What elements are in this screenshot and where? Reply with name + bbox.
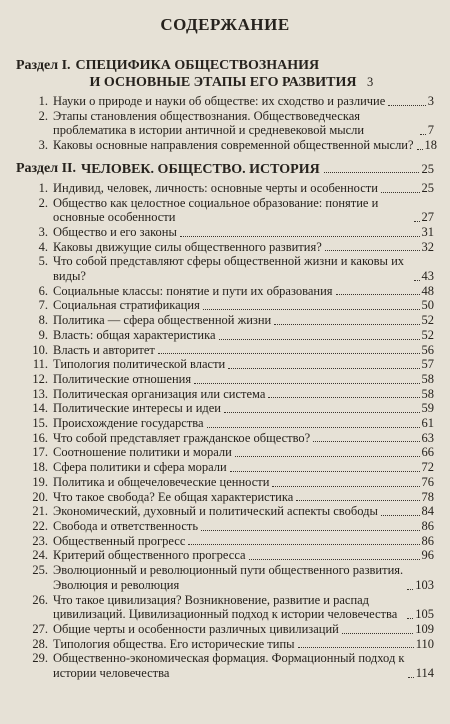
- entry-page: 31: [421, 224, 434, 239]
- section-page: 25: [421, 161, 434, 176]
- entry-body: [53, 284, 434, 299]
- entry-page: 18: [424, 138, 438, 153]
- toc-entry: [26, 548, 434, 563]
- entry-number: 20.: [32, 489, 48, 504]
- entry-page: 72: [421, 460, 434, 475]
- entry-body: [53, 651, 434, 680]
- entry-body: [53, 519, 434, 534]
- entry-number: 15.: [32, 416, 48, 431]
- entry-number: 3.: [38, 224, 48, 239]
- entry-page: 27: [421, 210, 434, 225]
- entry-body: [53, 563, 434, 592]
- dot-leader: [407, 618, 413, 619]
- dot-leader: [414, 280, 420, 281]
- entry-title: Власть: общая характеристика: [53, 327, 216, 342]
- toc-entry: [26, 328, 434, 343]
- section-heading-2: [16, 161, 434, 178]
- toc-entry: [26, 313, 434, 328]
- entry-number: 1.: [38, 94, 48, 108]
- dot-leader: [203, 309, 420, 310]
- dot-leader: [194, 383, 419, 384]
- entry-number: 21.: [32, 504, 48, 519]
- dot-leader: [207, 427, 420, 428]
- entry-title: Общество как целостное социальное образование: понятие и основные особенности: [53, 195, 379, 225]
- entry-title: Политика — сфера общественной жизни: [53, 313, 272, 328]
- entry-page: 78: [421, 489, 434, 504]
- page-title: СОДЕРЖАНИЕ: [160, 15, 290, 34]
- dot-leader: [228, 368, 419, 369]
- entry-page: 86: [421, 533, 434, 548]
- dot-leader: [272, 486, 419, 487]
- entry-body: [53, 534, 434, 549]
- section-2-entries: [16, 181, 434, 681]
- entry-body: [53, 196, 434, 225]
- entry-page: 96: [421, 548, 434, 563]
- dot-leader: [325, 250, 420, 251]
- entry-page: 109: [415, 621, 434, 636]
- toc-entry: [26, 593, 434, 622]
- toc-entry: [26, 240, 434, 255]
- toc-entry: [26, 109, 434, 138]
- dot-leader: [408, 677, 414, 678]
- entry-number: 10.: [32, 342, 48, 357]
- toc-entry: [26, 225, 434, 240]
- entry-title: Индивид, человек, личность: основные черты и особенности: [53, 180, 378, 195]
- entry-body: [53, 490, 434, 505]
- entry-body: [53, 548, 434, 563]
- entry-title: Общественно-экономическая формация. Формационный подход к истории человечества: [53, 651, 405, 681]
- entry-body: [53, 328, 434, 343]
- entry-number: 16.: [32, 430, 48, 445]
- toc-entry: [26, 181, 434, 196]
- entry-page: 59: [421, 401, 434, 416]
- entry-number: 22.: [32, 518, 48, 533]
- dot-leader: [224, 412, 420, 413]
- section-heading-1: [16, 58, 434, 91]
- dot-leader: [230, 471, 420, 472]
- entry-body: [53, 109, 434, 138]
- toc-entry: [26, 431, 434, 446]
- dot-leader: [313, 441, 419, 442]
- entry-body: [53, 357, 434, 372]
- entry-page: 86: [421, 518, 434, 533]
- entry-page: 63: [421, 430, 434, 445]
- toc-entry: [26, 387, 434, 402]
- dot-leader: [407, 589, 413, 590]
- dot-leader: [381, 515, 420, 516]
- toc-entry: [26, 519, 434, 534]
- dot-leader: [180, 236, 420, 237]
- dot-leader: [298, 647, 414, 648]
- entry-page: 56: [421, 342, 434, 357]
- entry-title: Общественный прогресс: [53, 533, 186, 548]
- entry-body: [53, 343, 434, 358]
- dot-leader: [336, 294, 420, 295]
- entry-page: 66: [421, 445, 434, 460]
- toc-entry: [26, 475, 434, 490]
- entry-body: [53, 298, 434, 313]
- toc-entry: [26, 357, 434, 372]
- entry-number: 26.: [32, 592, 48, 607]
- entry-number: 4.: [38, 239, 48, 254]
- entry-number: 8.: [38, 313, 48, 328]
- dot-leader: [324, 172, 419, 173]
- entry-number: 3.: [38, 138, 48, 153]
- entry-page: 103: [415, 577, 434, 592]
- entry-page: 7: [427, 123, 434, 138]
- entry-number: 13.: [32, 386, 48, 401]
- entry-page: 114: [415, 666, 434, 681]
- entry-page: 105: [415, 607, 434, 622]
- entry-page: 84: [421, 504, 434, 519]
- entry-page: 110: [415, 636, 434, 651]
- entry-body: [53, 445, 434, 460]
- toc-entry: [26, 372, 434, 387]
- entry-body: [53, 181, 434, 196]
- entry-number: 12.: [32, 371, 48, 386]
- dot-leader: [420, 134, 426, 135]
- toc-entry: [26, 254, 434, 283]
- entry-page: 76: [421, 474, 434, 489]
- entry-number: 18.: [32, 460, 48, 475]
- dot-leader: [388, 105, 425, 106]
- entry-number: 29.: [32, 651, 48, 666]
- toc-entry: [26, 401, 434, 416]
- entry-title: Общие черты и особенности различных цивилизаций: [53, 621, 339, 636]
- entry-page: 57: [421, 357, 434, 372]
- entry-body: [53, 416, 434, 431]
- section-title-line1: СПЕЦИФИКА ОБЩЕСТВОЗНАНИЯ: [75, 58, 320, 73]
- entry-page: 58: [421, 386, 434, 401]
- dot-leader: [268, 397, 419, 398]
- dot-leader: [235, 456, 420, 457]
- entry-body: [53, 593, 434, 622]
- entry-title: Науки о природе и науки об обществе: их сходство и различие: [53, 94, 386, 108]
- entry-number: 9.: [38, 327, 48, 342]
- entry-title: Общество и его законы: [53, 224, 177, 239]
- entry-body: [53, 475, 434, 490]
- section-title-line2: И ОСНОВНЫЕ ЭТАПЫ ЕГО РАЗВИТИЯ: [89, 75, 357, 90]
- section-prefix: Раздел I.: [16, 58, 71, 73]
- entry-body: [53, 225, 434, 240]
- entry-title: Свобода и ответственность: [53, 518, 199, 533]
- entry-page: 3: [427, 94, 434, 108]
- dot-leader: [219, 339, 420, 340]
- section-title: [76, 58, 434, 91]
- dot-leader: [296, 500, 419, 501]
- dot-leader: [249, 559, 420, 560]
- entry-page: 25: [421, 180, 434, 195]
- section-title: ЧЕЛОВЕК. ОБЩЕСТВО. ИСТОРИЯ: [80, 161, 320, 177]
- entry-body: [53, 254, 434, 283]
- entry-title: Сфера политики и сфера морали: [53, 460, 227, 475]
- entry-number: 1.: [38, 180, 48, 195]
- dot-leader: [201, 530, 419, 531]
- entry-number: 5.: [38, 254, 48, 269]
- dot-leader: [188, 544, 419, 545]
- toc-entry: [26, 651, 434, 680]
- entry-number: 2.: [38, 108, 48, 123]
- section-prefix: Раздел II.: [16, 160, 76, 176]
- entry-title: Типология политической власти: [53, 357, 226, 372]
- entry-title: Политические интересы и идеи: [53, 401, 221, 416]
- entry-number: 19.: [32, 474, 48, 489]
- entry-title: Эволюционный и революционный пути общественного развития. Эволюция и революция: [53, 563, 404, 592]
- entry-page: 48: [421, 283, 434, 298]
- entry-title: Что собой представляет гражданское общество?: [53, 430, 311, 445]
- entry-title: Соотношение политики и морали: [53, 445, 232, 460]
- entry-title: Политическая организация или система: [53, 386, 266, 401]
- entry-page: 52: [421, 313, 434, 328]
- entry-body: [53, 387, 434, 402]
- entry-number: 25.: [32, 563, 48, 578]
- entry-body: [53, 138, 438, 153]
- entry-title: Политика и общечеловеческие ценности: [53, 474, 270, 489]
- toc-entry: [26, 563, 434, 592]
- entry-number: 7.: [38, 298, 48, 313]
- toc-entry: [26, 534, 434, 549]
- entry-title: Каковы движущие силы общественного развития?: [53, 239, 322, 254]
- entry-number: 2.: [38, 195, 48, 210]
- toc-entry: [26, 196, 434, 225]
- entry-number: 23.: [32, 533, 48, 548]
- entry-title: Что собой представляют сферы общественной жизни и каковы их виды?: [53, 254, 405, 284]
- toc-entry: [26, 445, 434, 460]
- entry-title: Социальная стратификация: [53, 298, 200, 313]
- entry-body: [53, 372, 434, 387]
- toc-entry: [26, 460, 434, 475]
- dot-leader: [274, 324, 419, 325]
- entry-title: Происхождение государства: [53, 416, 204, 431]
- entry-number: 24.: [32, 548, 48, 563]
- section-title-line2-row: [76, 74, 434, 91]
- toc-entry: [26, 637, 434, 652]
- entry-body: [53, 401, 434, 416]
- entry-body: [53, 622, 434, 637]
- entry-title: Политические отношения: [53, 371, 192, 386]
- section-1-entries: [16, 94, 438, 153]
- entry-page: 43: [421, 269, 434, 284]
- entry-title: Власть и авторитет: [53, 342, 155, 357]
- entry-number: 11.: [32, 357, 48, 372]
- entry-page: 58: [421, 371, 434, 386]
- toc-entry: [26, 138, 438, 153]
- entry-number: 14.: [32, 401, 48, 416]
- dot-leader: [158, 353, 420, 354]
- entry-page: 50: [421, 298, 434, 313]
- entry-number: 17.: [32, 445, 48, 460]
- dot-leader: [414, 221, 420, 222]
- entry-body: [53, 460, 434, 475]
- entry-title: Что такое цивилизация? Возникновение, развитие и распад цивилизаций. Цивилизационный подход к истории человечества: [53, 592, 398, 622]
- entry-number: 6.: [38, 283, 48, 298]
- dot-leader: [381, 192, 420, 193]
- entry-title: Каковы основные направления современной общественной мысли?: [53, 138, 414, 153]
- entry-body: [53, 240, 434, 255]
- toc-entry: [26, 490, 434, 505]
- toc-entry: [26, 343, 434, 358]
- toc-entry: [26, 416, 434, 431]
- entry-title: Социальные классы: понятие и пути их образования: [53, 283, 333, 298]
- entry-page: 32: [421, 239, 434, 254]
- entry-title: Типология общества. Его исторические типы: [53, 636, 295, 651]
- toc-entry: [26, 298, 434, 313]
- entry-body: [53, 313, 434, 328]
- entry-title: Критерий общественного прогресса: [53, 548, 246, 563]
- toc-entry: [26, 622, 434, 637]
- entry-body: [53, 94, 434, 109]
- dot-leader: [417, 149, 423, 150]
- entry-number: 27.: [32, 621, 48, 636]
- section-title-row: [81, 161, 434, 178]
- toc-entry: [26, 504, 434, 519]
- entry-number: 28.: [32, 636, 48, 651]
- entry-title: Экономический, духовный и политический аспекты свободы: [53, 504, 378, 519]
- toc-entry: [26, 284, 434, 299]
- entry-page: 61: [421, 416, 434, 431]
- entry-body: [53, 504, 434, 519]
- dot-leader: [342, 633, 413, 634]
- section-page: 3: [366, 75, 374, 89]
- entry-title: Что такое свобода? Ее общая характеристика: [53, 489, 294, 504]
- entry-body: [53, 637, 434, 652]
- entry-body: [53, 431, 434, 446]
- entry-page: 52: [421, 327, 434, 342]
- entry-title: Этапы становления обществознания. Обществоведческая проблематика в истории античной и средневековой мысли: [53, 108, 365, 138]
- toc-entry: [26, 94, 434, 109]
